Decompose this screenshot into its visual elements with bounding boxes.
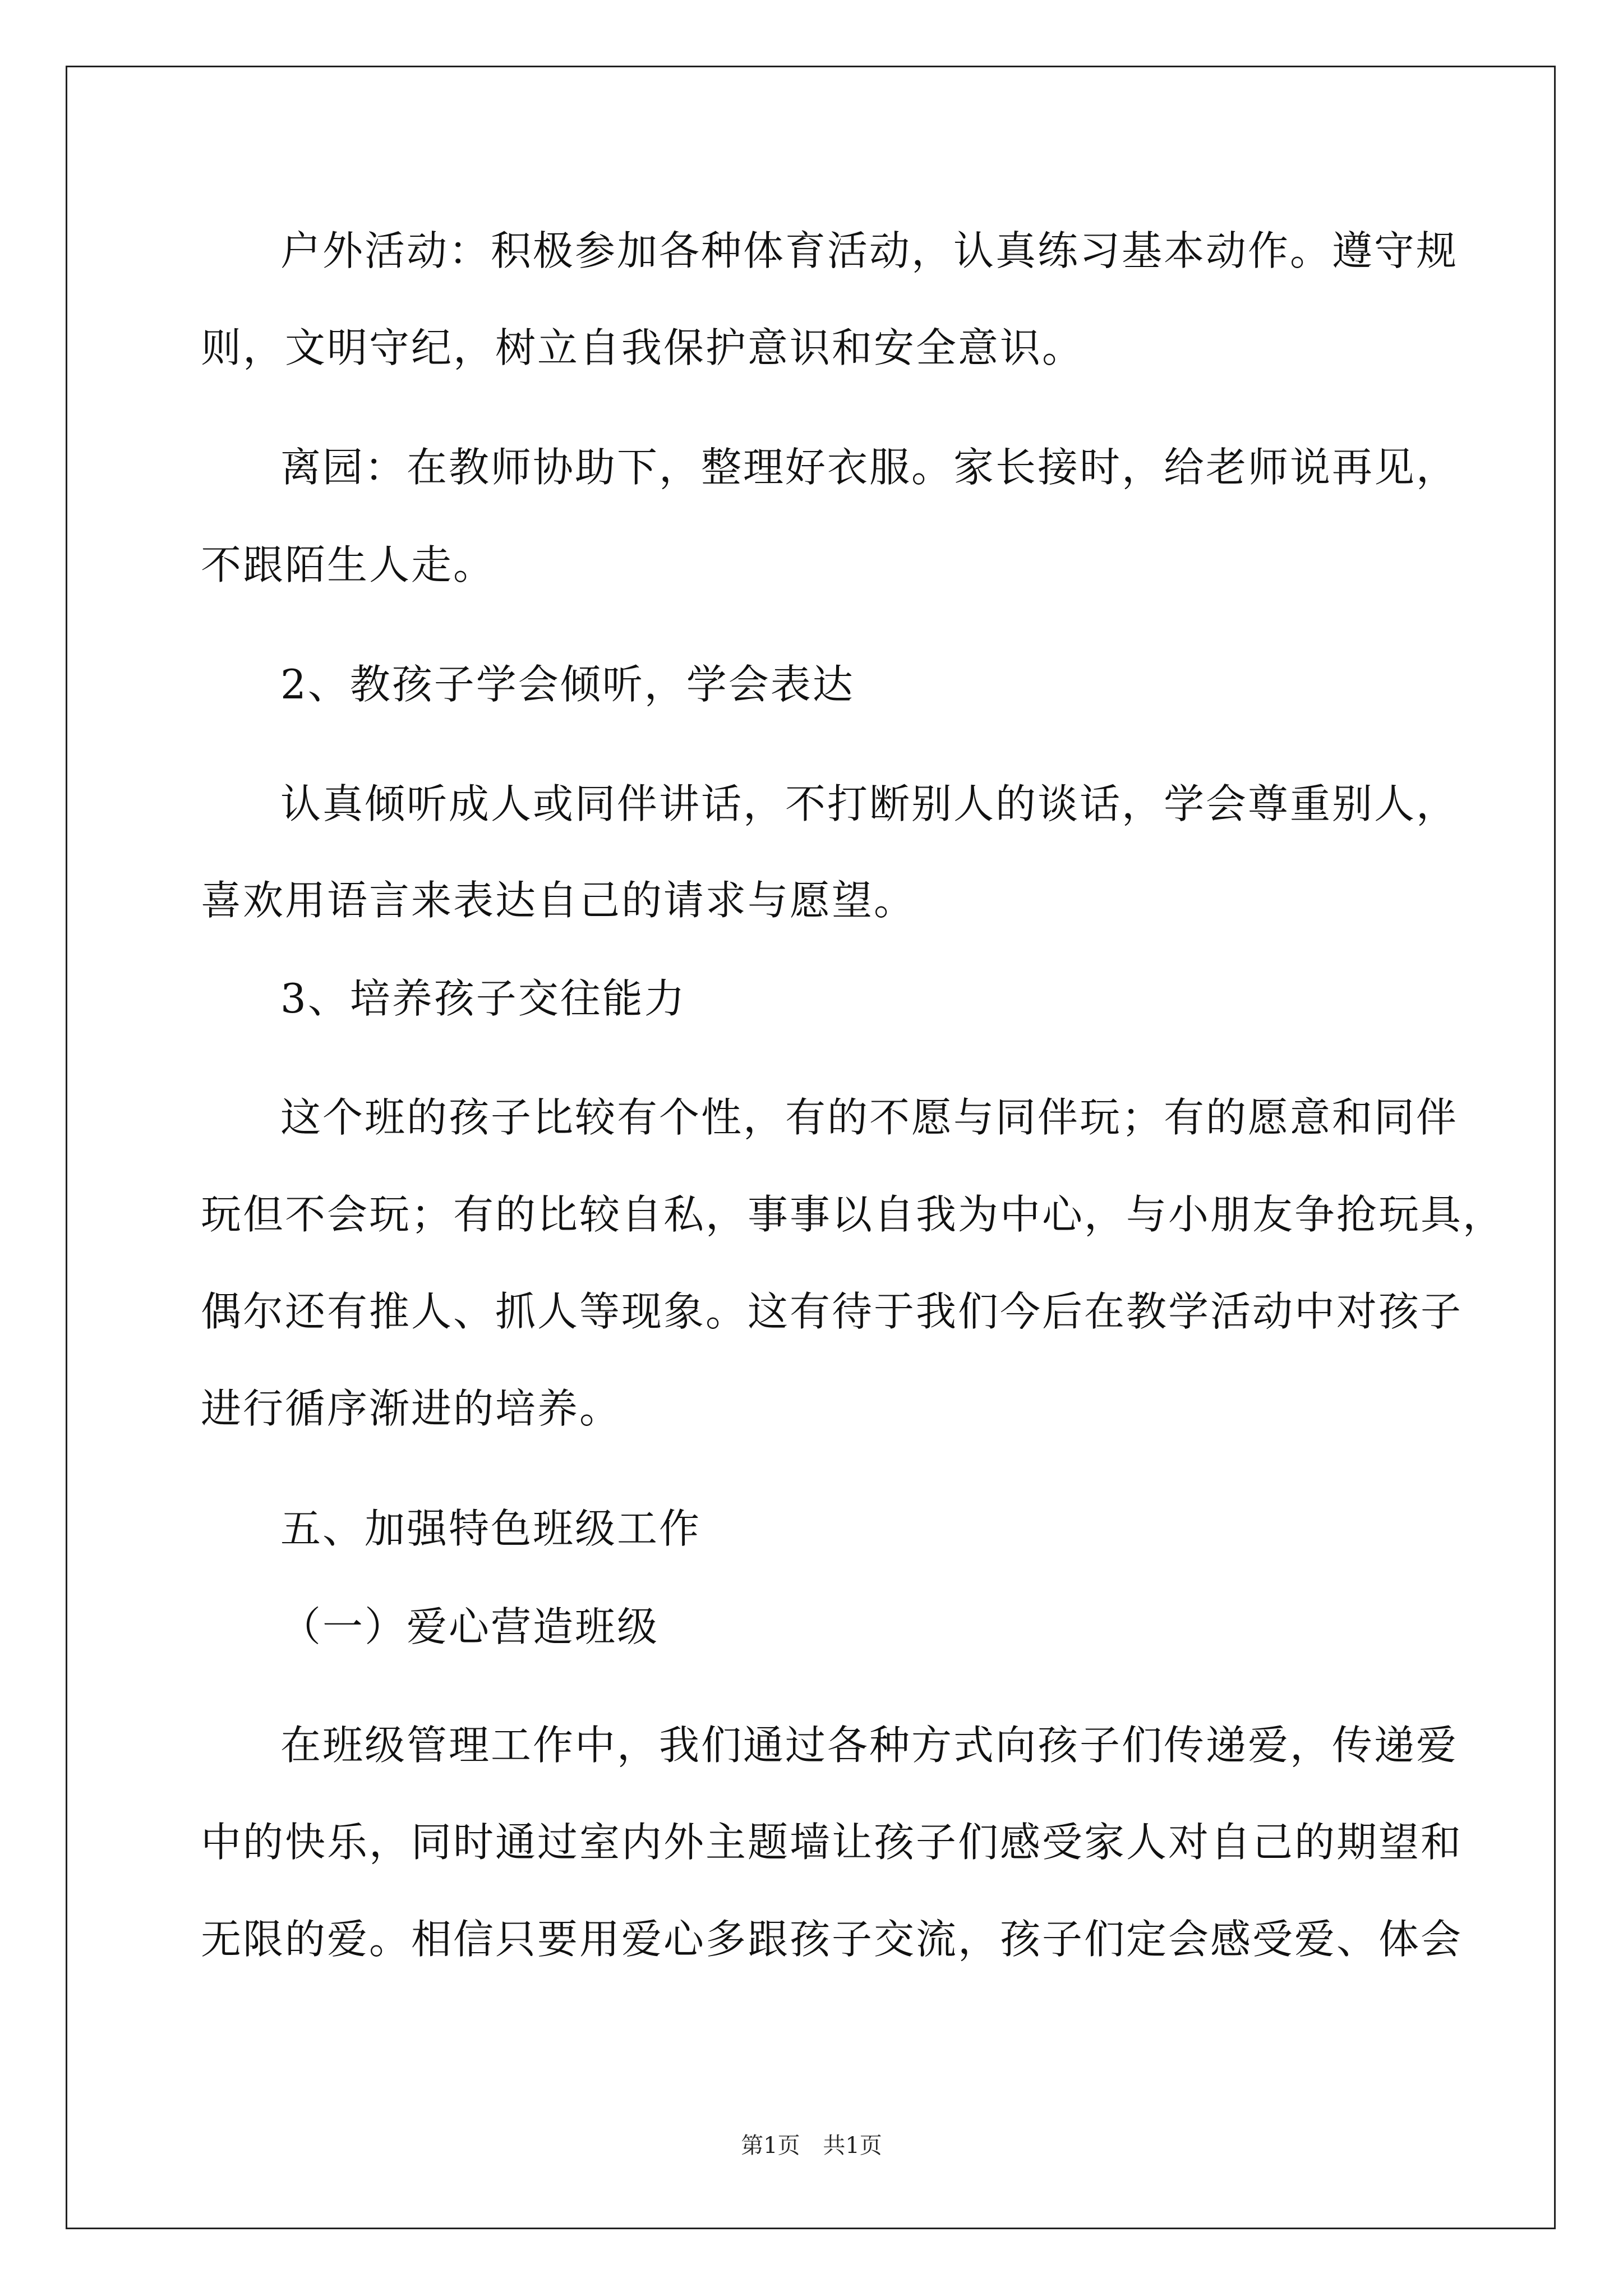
text-line: 则，文明守纪，树立自我保护意识和安全意识。 bbox=[201, 324, 1085, 371]
text-line: 这个班的孩子比较有个性，有的不愿与同伴玩；有的愿意和同伴 bbox=[280, 1094, 1459, 1141]
page-footer bbox=[0, 2132, 1623, 2160]
page-border bbox=[66, 66, 1556, 2229]
text-line: 不跟陌生人走。 bbox=[201, 541, 496, 588]
text-line: 认真倾听成人或同伴讲话，不打断别人的谈话，学会尊重别人， bbox=[280, 780, 1459, 827]
text-line: 玩但不会玩；有的比较自私，事事以自我为中心，与小朋友争抢玩具， bbox=[201, 1191, 1505, 1238]
text-line: 无限的爱。相信只要用爱心多跟孩子交流，孩子们定会感受爱、体会 bbox=[201, 1916, 1463, 1963]
section-heading: 五、加强特色班级工作 bbox=[280, 1505, 702, 1552]
section-heading: 3、培养孩子交往能力 bbox=[280, 975, 686, 1022]
text-line: 偶尔还有推人、抓人等现象。这有待于我们今后在教学活动中对孩子 bbox=[201, 1288, 1463, 1335]
text-line: 在班级管理工作中，我们通过各种方式向孩子们传递爱，传递爱 bbox=[280, 1722, 1459, 1769]
text-line: 户外活动：积极参加各种体育活动，认真练习基本动作。遵守规 bbox=[280, 227, 1459, 274]
subsection-heading: （一）爱心营造班级 bbox=[280, 1603, 660, 1650]
text-line: 中的快乐，同时通过室内外主题墙让孩子们感受家人对自己的期望和 bbox=[201, 1819, 1463, 1866]
page-number: 第1页 bbox=[741, 2133, 800, 2159]
text-line: 进行循序渐进的培养。 bbox=[201, 1385, 622, 1432]
section-heading: 2、教孩子学会倾听，学会表达 bbox=[280, 661, 855, 708]
page-total: 共1页 bbox=[823, 2133, 882, 2159]
text-line: 离园：在教师协助下，整理好衣服。家长接时，给老师说再见， bbox=[280, 444, 1459, 491]
text-line: 喜欢用语言来表达自己的请求与愿望。 bbox=[201, 877, 916, 924]
